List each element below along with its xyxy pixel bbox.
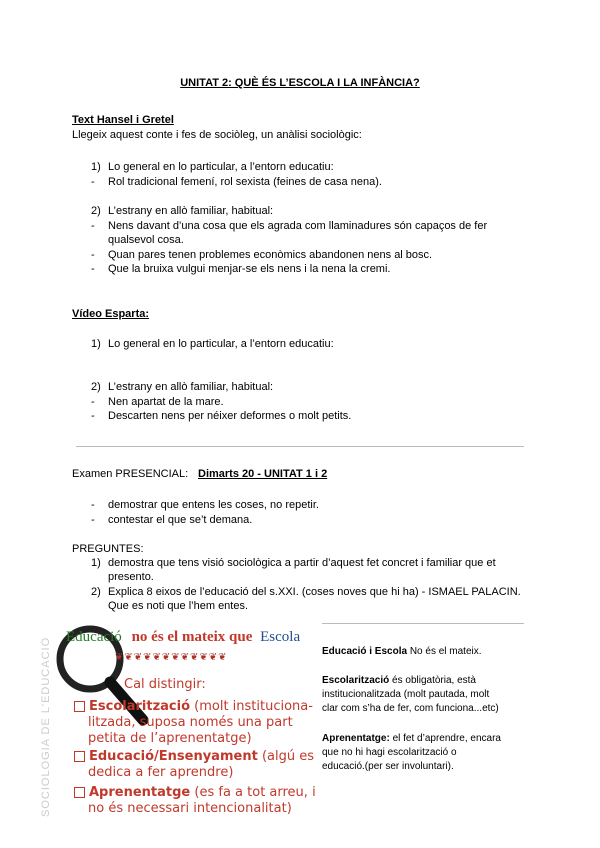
list-number: 2)	[91, 381, 101, 393]
list-item: Lo general en lo particular, a l’entorn educatiu:	[108, 338, 334, 350]
note-text: educació.(per ser involuntari).	[322, 761, 454, 772]
note-term: Educació i Escola	[322, 646, 408, 657]
list-number: 1)	[91, 161, 101, 173]
note-term: Aprenentatge:	[322, 733, 390, 744]
ornament: ❦❦❦❦❦❦❦❦❦❦❦❦	[115, 652, 228, 663]
slide-item-desc: (algú es	[261, 749, 314, 764]
exam-label: Examen PRESENCIAL:	[72, 468, 189, 480]
bullet-dash: -	[91, 176, 95, 188]
list-item: Lo general en lo particular, a l’entorn educatiu:	[108, 161, 334, 173]
slide-item	[74, 749, 314, 765]
slide-item-cont: petita de l’aprenentatge)	[88, 731, 252, 746]
list-number: 1)	[91, 557, 101, 569]
slide-item-cont: litzada, suposa només una part	[88, 715, 293, 730]
checkbox-icon	[74, 787, 85, 798]
bullet-dash: -	[91, 220, 95, 232]
bullet-dash: -	[91, 514, 95, 526]
slide-item-desc: (molt instituciona-	[194, 699, 313, 714]
slide-item-term: Educació/Ensenyament	[89, 749, 258, 764]
checkbox-icon	[74, 751, 85, 762]
slide-title-educacio: Educació	[66, 629, 122, 645]
slide-subtitle: Cal distingir:	[124, 677, 206, 692]
list-number: 1)	[91, 338, 101, 350]
list-item: Nens davant d’una cosa que els agrada com llaminadures són capaços de fer	[108, 220, 488, 232]
page-title: UNITAT 2: QUÈ ÉS L’ESCOLA I LA INFÀNCIA?	[180, 77, 420, 89]
note-text: clar com s’ha de fer, com funciona...etc)	[322, 703, 499, 714]
list-item: L’estrany en allò familiar, habitual:	[108, 381, 274, 393]
list-item: Rol tradicional femení, rol sexista (feines de casa nena).	[108, 176, 382, 188]
list-item: contestar el que se’t demana.	[108, 514, 253, 526]
slide-image	[40, 625, 316, 820]
note-3	[322, 732, 527, 774]
note-text: és obligatòria, està	[392, 675, 476, 686]
checkbox-icon	[74, 701, 85, 712]
horizontal-rule	[322, 623, 524, 624]
slide-title-escola: Escola	[260, 629, 301, 645]
list-item: Que es noti que l’hem entes.	[108, 600, 249, 612]
exam-date: Dimarts 20 - UNITAT 1 i 2	[198, 468, 328, 480]
list-item: Quan pares tenen problemes econòmics abandonen nens al bosc.	[108, 249, 433, 261]
list-item: Descarten nens per néixer deformes o molt petits.	[108, 410, 352, 422]
bullet-dash: -	[91, 410, 95, 422]
slide-item-cont: no és necessari intencionalitat)	[88, 801, 292, 816]
list-item: demostrar que entens les coses, no repetir.	[108, 499, 319, 511]
watermark-text: SOCIOLOGIA DE L'EDUCACIÓ	[40, 636, 52, 817]
horizontal-rule	[76, 446, 524, 447]
note-text: que no hi hagi escolarització o	[322, 747, 457, 758]
list-item: L’estrany en allò familiar, habitual:	[108, 205, 274, 217]
questions-label: PREGUNTES:	[72, 543, 144, 555]
section-heading-hansel: Text Hansel i Gretel	[72, 114, 174, 126]
bullet-dash: -	[91, 396, 95, 408]
note-text: No és el mateix.	[409, 646, 482, 657]
list-item: demostra que tens visió sociològica a partir d’aquest fet concret i familiar que et	[108, 557, 496, 569]
list-item: Nen apartat de la mare.	[108, 396, 224, 408]
slide-item-cont: dedica a fer aprendre)	[88, 765, 234, 780]
slide-item	[74, 785, 316, 801]
section-intro: Llegeix aquest conte i fes de sociòleg, un anàlisi sociològic:	[72, 129, 362, 141]
note-text: institucionalitzada (molt pautada, molt	[322, 689, 490, 700]
list-item: Que la bruixa vulgui menjar-se els nens i la nena la cremi.	[108, 263, 391, 275]
list-item: presento.	[108, 571, 154, 583]
slide-item	[74, 699, 313, 715]
slide-item-term: Escolarització	[89, 699, 190, 714]
note-2	[322, 674, 527, 716]
note-text: el fet d’aprendre, encara	[392, 733, 501, 744]
bullet-dash: -	[91, 249, 95, 261]
slide-item-desc: (es fa a tot arreu, i	[194, 785, 316, 800]
slide-title	[66, 629, 300, 646]
list-item: Explica 8 eixos de l’educació del s.XXI. (coses noves que hi ha) - ISMAEL PALACIN.	[108, 586, 521, 598]
bullet-dash: -	[91, 499, 95, 511]
list-number: 2)	[91, 586, 101, 598]
note-term: Escolarització	[322, 675, 390, 686]
list-number: 2)	[91, 205, 101, 217]
bullet-dash: -	[91, 263, 95, 275]
slide-item-term: Aprenentatge	[89, 785, 191, 800]
section-heading-esparta: Vídeo Esparta:	[72, 308, 150, 320]
list-item: qualsevol cosa.	[108, 234, 184, 246]
note-1	[322, 645, 527, 659]
slide-title-middle: no és el mateix que	[131, 629, 253, 645]
